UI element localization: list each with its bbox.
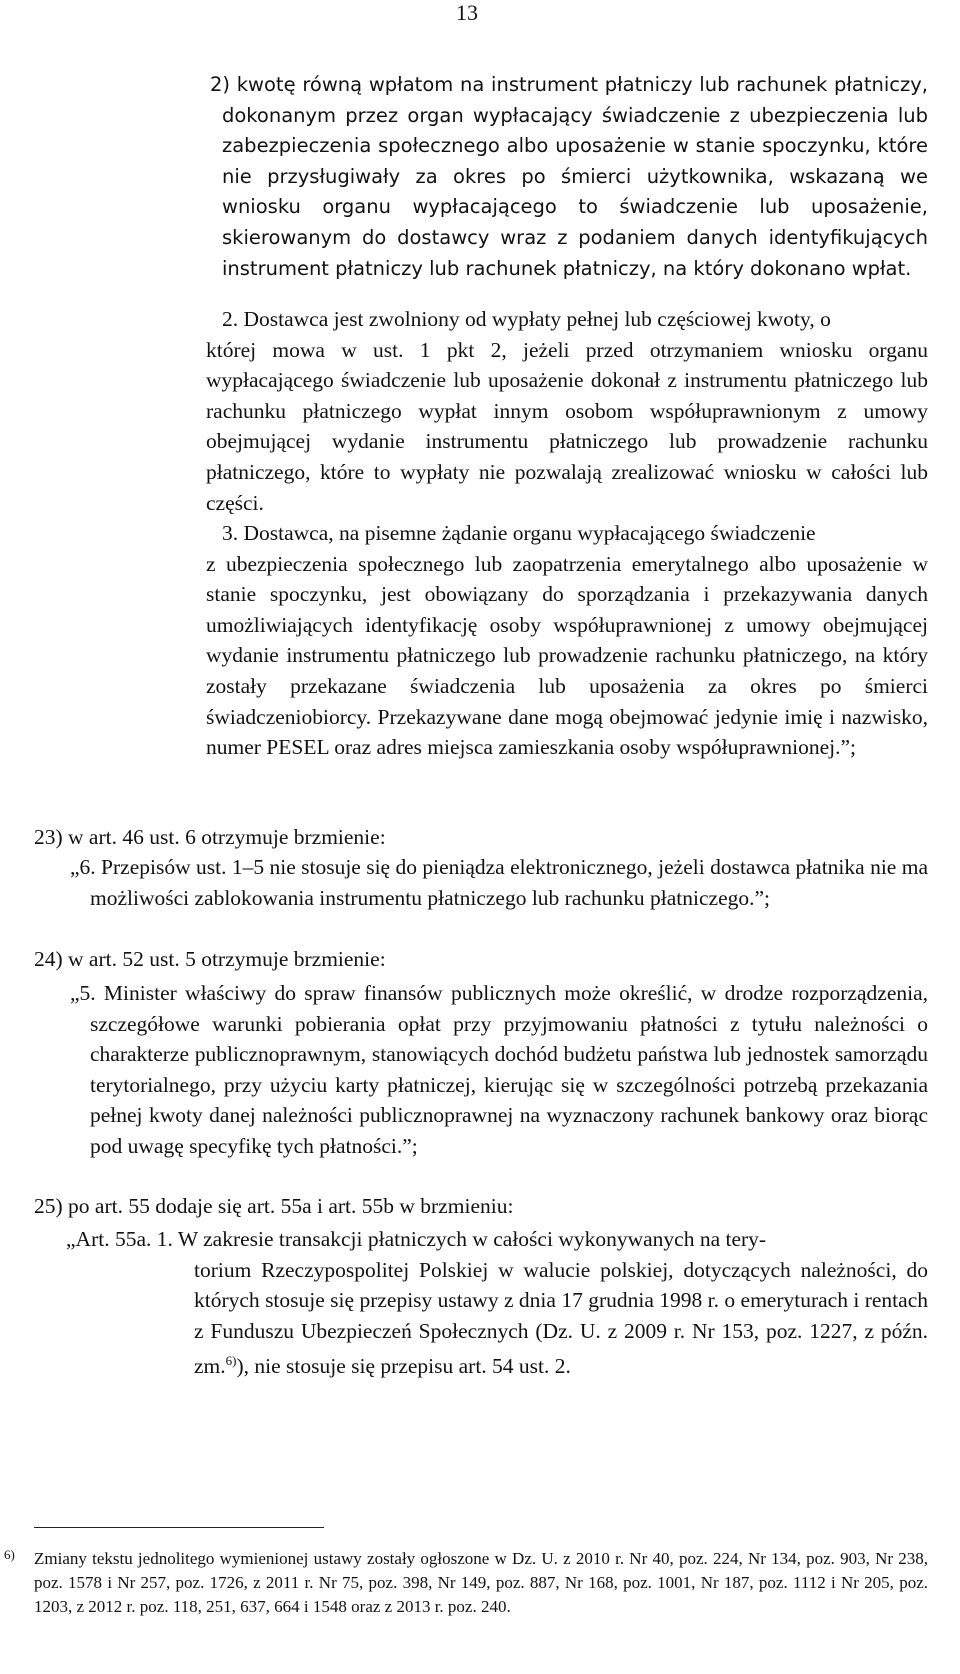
- paragraph-ust-3: [206, 518, 928, 763]
- ust-2-first-line: 2. Dostawca jest zwolniony od wypłaty pełnej lub częściowej kwoty, o: [222, 307, 831, 331]
- item-25-heading: 25) po art. 55 dodaje się art. 55a i art. 55b w brzmieniu:: [34, 1194, 514, 1218]
- ust-3-first-line: 3. Dostawca, na pisemne żądanie organu wypłacającego świadczenie: [222, 521, 816, 545]
- art-55a-text-a: torium Rzeczypospolitej Polskiej w walucie polskiej, dotyczących należności, do których stosuje się przepisy ustawy z dnia 17 grudnia 1998 r. o emeryturach i rentach z Funduszu Ubezpieczeń Społecznych (Dz. U. z 2009 r. Nr 153, poz. 1227, z późn. zm.: [194, 1257, 928, 1379]
- paragraph-item-2: [210, 70, 928, 284]
- art-55a-footnote-ref: 6): [225, 1353, 237, 1369]
- art-55a: [66, 1224, 928, 1382]
- art-55a-text-b: ), nie stosuje się przepisu art. 54 ust. 2.: [236, 1354, 571, 1379]
- paragraph-item-2-text: 2) kwotę równą wpłatom na instrument płatniczy lub rachunek płatniczy, dokonanym przez organ wypłacający świadczenie z ubezpieczenia lub zabezpieczenia społecznego albo uposażenie w stanie spoczynku, które nie przysługiwały za okres po śmierci użytkownika, wskazaną we wniosku organu wypłacającego to świadczenie lub uposażenie, skierowanym do dostawcy wraz z podaniem danych identyfikujących instrument płatniczy lub rachunek płatniczy, na który dokonano wpłat.: [210, 73, 928, 280]
- page-number: 13: [456, 0, 478, 25]
- footnote-separator: [34, 1527, 324, 1528]
- item-23-quote: „6. Przepisów ust. 1–5 nie stosuje się do pieniądza elektronicznego, jeżeli dostawca płatnika nie ma możliwości zablokowania instrumentu płatniczego lub rachunku płatniczego.”;: [70, 855, 928, 910]
- art-55a-body: [66, 1255, 928, 1383]
- item-23-heading: 23) w art. 46 ust. 6 otrzymuje brzmienie:: [34, 825, 386, 849]
- paragraph-ust-2: [206, 304, 928, 518]
- art-55a-first-line: „Art. 55a. 1. W zakresie transakcji płatniczych w całości wykonywanych na tery-: [66, 1227, 767, 1251]
- footnote-mark: 6): [4, 1547, 15, 1562]
- ust-3-text: z ubezpieczenia społecznego lub zaopatrzenia emerytalnego albo uposażenie w stanie spoczynku, jest obowiązany do sporządzania i przekazywania danych umożliwiających identyfikację osoby współuprawnionej z umowy obejmującej wydanie instrumentu płatniczego lub prowadzenie rachunku płatniczego, na który zostały przekazane świadczenia lub uposażenia za okres po śmierci świadczeniobiorcy. Przekazywane dane mogą obejmować jedynie imię i nazwisko, numer PESEL oraz adres miejsca zamieszkania osoby współuprawnionej.”;: [206, 551, 928, 760]
- footnote-text: Zmiany tekstu jednolitego wymienionej ustawy zostały ogłoszone w Dz. U. z 2010 r. Nr 40, poz. 224, Nr 134, poz. 903, Nr 238, poz. 1578 i Nr 257, poz. 1726, z 2011 r. Nr 75, poz. 398, Nr 149, poz. 887, Nr 168, poz. 1001, Nr 187, poz. 1112 i Nr 205, poz. 1203, z 2012 r. poz. 118, 251, 637, 664 i 1548 oraz z 2013 r. poz. 240.: [34, 1549, 928, 1616]
- item-24-quote: „5. Minister właściwy do spraw finansów publicznych może określić, w drodze rozporządzenia, szczegółowe warunki pobierania opłat przy przyjmowaniu płatności z tytułu należności o charakterze publicznoprawnym, stanowiących dochód budżetu państwa lub jednostek samorządu terytorialnego, przy użyciu karty płatniczej, kierując się w szczególności potrzebą przekazania pełnej kwoty danej należności publicznoprawnej na wyznaczony rachunek bankowy oraz biorąc pod uwagę specyfikę tych płatności.”;: [70, 981, 928, 1158]
- item-24-heading: 24) w art. 52 ust. 5 otrzymuje brzmienie:: [34, 947, 386, 971]
- ust-2-text: której mowa w ust. 1 pkt 2, jeżeli przed otrzymaniem wniosku organu wypłacającego świadczenie lub uposażenie dokonał z instrumentu płatniczego lub rachunku płatniczego wypłat innym osobom współuprawnionym z umowy obejmującej wydanie instrumentu płatniczego lub prowadzenie rachunku płatniczego, które to wypłaty nie pozwalają zrealizować wniosku w całości lub części.: [206, 337, 928, 515]
